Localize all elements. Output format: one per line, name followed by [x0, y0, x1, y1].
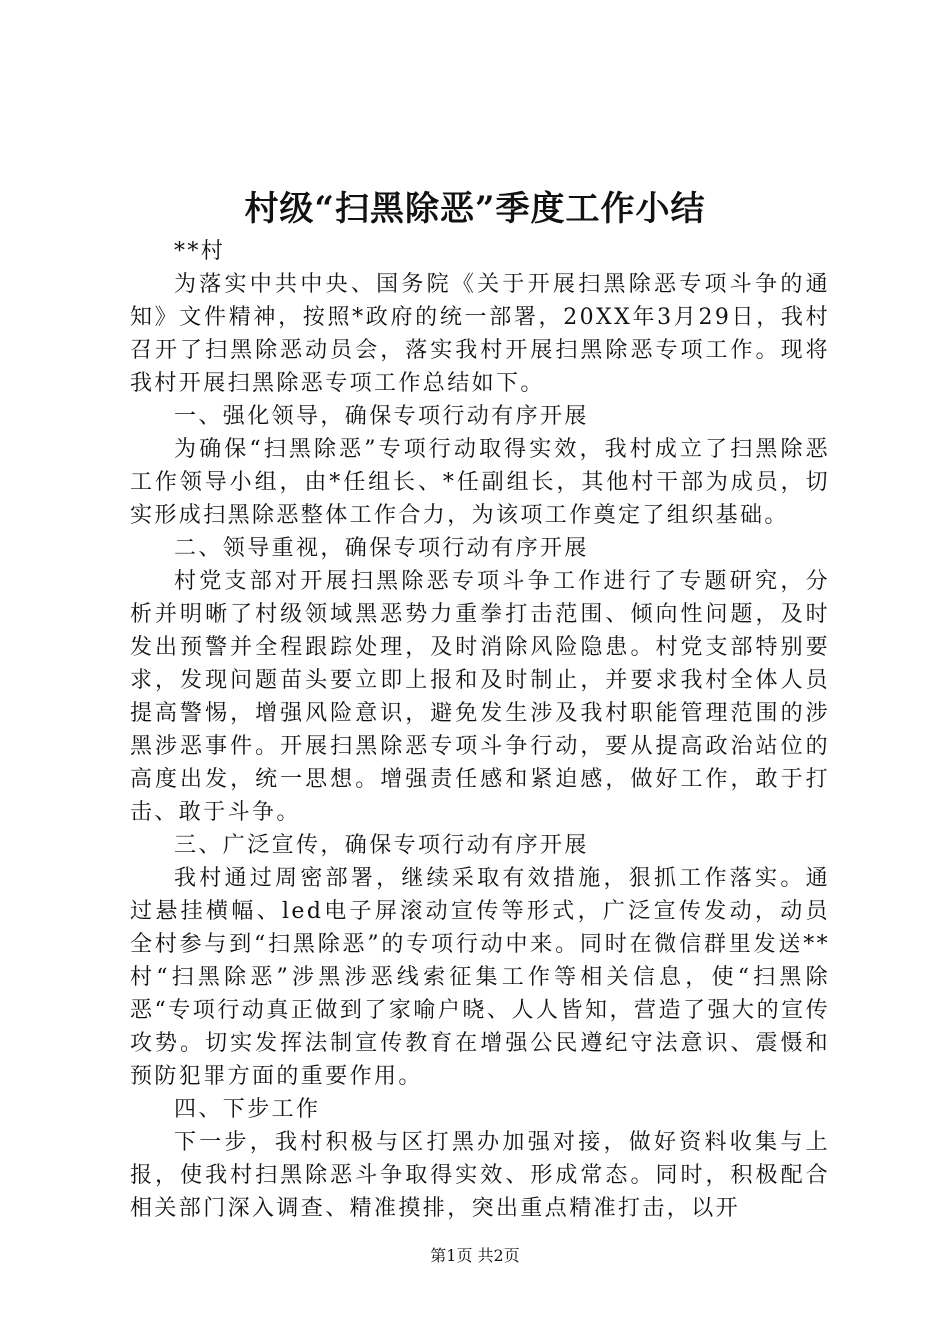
section-paragraph-1: 为确保“扫黑除恶”专项行动取得实效，我村成立了扫黑除恶工作领导小组，由*任组长、*任副组长，其他村干部为成员，切实形成扫黑除恶整体工作合力，为该项工作奠定了组织基础。: [130, 437, 830, 528]
document-body: [130, 235, 830, 1225]
section-paragraph-4: 下一步，我村积极与区打黑办加强对接，做好资料收集与上报，使我村扫黑除恶斗争取得实效、形成常态。同时，积极配合相关部门深入调查、精准摸排，突出重点精准打击，以开: [130, 1130, 830, 1221]
section-heading-3: 三、广泛宣传，确保专项行动有序开展: [174, 833, 589, 858]
page-number-footer: 第1页 共2页: [430, 1246, 520, 1265]
document-title: 村级“扫黑除恶”季度工作小结: [244, 189, 706, 229]
section-heading-4: 四、下步工作: [174, 1097, 321, 1122]
village-name: **村: [174, 239, 226, 264]
section-paragraph-2: 村党支部对开展扫黑除恶专项斗争工作进行了专题研究，分析并明晰了村级领域黑恶势力重拳打击范围、倾向性问题，及时发出预警并全程跟踪处理，及时消除风险隐患。村党支部特别要求，发现问题苗头要立即上报和及时制止，并要求我村全体人员提高警惕，增强风险意识，避免发生涉及我村职能管理范围的涉黑涉恶事件。开展扫黑除恶专项斗争行动，要从提高政治站位的高度出发，统一思想。增强责任感和紧迫感，做好工作，敢于打击、敢于斗争。: [130, 569, 830, 825]
section-heading-1: 一、强化领导，确保专项行动有序开展: [174, 404, 589, 429]
section-heading-2: 二、领导重视，确保专项行动有序开展: [174, 536, 589, 561]
intro-paragraph: 为落实中共中央、国务院《关于开展扫黑除恶专项斗争的通知》文件精神，按照*政府的统一部署，20XX年3月29日，我村召开了扫黑除恶动员会，落实我村开展扫黑除恶专项工作。现将我村开展扫黑除恶专项工作总结如下。: [130, 272, 830, 396]
section-paragraph-3: 我村通过周密部署，继续采取有效措施，狠抓工作落实。通过悬挂横幅、led电子屏滚动宣传等形式，广泛宣传发动，动员全村参与到“扫黑除恶”的专项行动中来。同时在微信群里发送**村“扫黑除恶”涉黑涉恶线索征集工作等相关信息，使“扫黑除恶“专项行动真正做到了家喻户晓、人人皆知，营造了强大的宣传攻势。切实发挥法制宣传教育在增强公民遵纪守法意识、震慑和预防犯罪方面的重要作用。: [130, 866, 830, 1089]
